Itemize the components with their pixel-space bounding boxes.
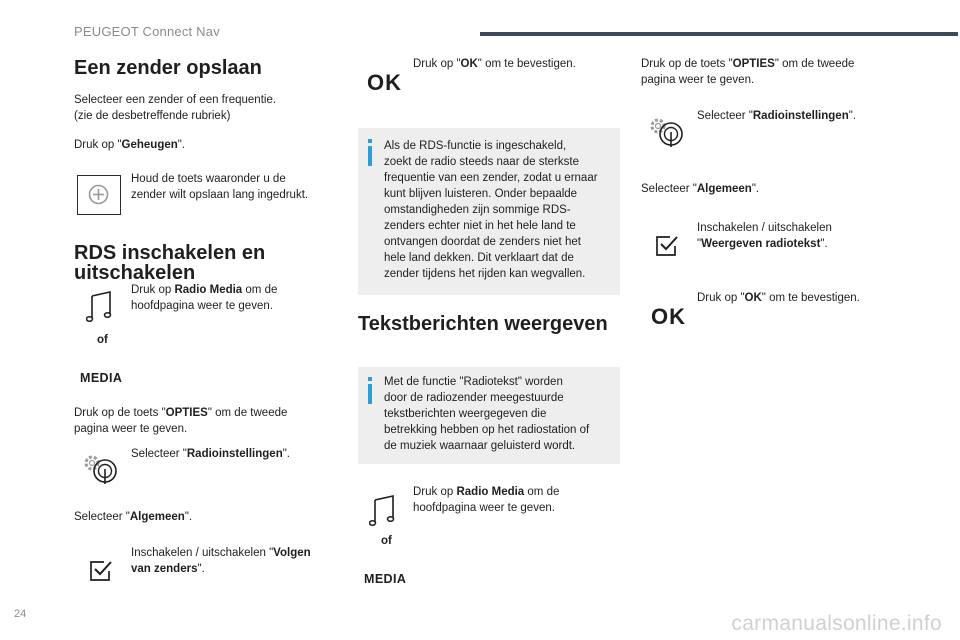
text-line: pagina weer te geven. bbox=[74, 423, 188, 435]
text-fragment: om de bbox=[242, 284, 278, 296]
bold-label-opties: OPTIES bbox=[165, 407, 208, 419]
text-line: kunt blijven luisteren. Onder bepaalde bbox=[384, 188, 578, 200]
instruction-press-ok bbox=[697, 290, 860, 306]
watermark: carmanualsonline.info bbox=[731, 612, 942, 635]
bold-label-geheugen: Geheugen bbox=[121, 139, 178, 151]
text-fragment: Druk op bbox=[413, 486, 457, 498]
bold-label-radioinstellingen: Radioinstellingen bbox=[186, 448, 283, 460]
text-line: hele land dekken. Dit verklaart dat de bbox=[384, 252, 574, 264]
text-line: zender tijdens het rijden kan wegvallen. bbox=[384, 268, 586, 280]
text-line bbox=[413, 484, 559, 500]
text-fragment: Selecteer " bbox=[131, 448, 187, 460]
instruction-follow-stations bbox=[131, 545, 311, 577]
bold-label-algemeen: Algemeen bbox=[696, 183, 752, 195]
instruction-general bbox=[641, 181, 759, 197]
ok-key-label: OK bbox=[651, 304, 686, 329]
text-line: ontvangen doordat de zenders niet het bbox=[384, 236, 581, 248]
instruction-select-station bbox=[74, 92, 276, 124]
media-key-label: MEDIA bbox=[80, 371, 123, 385]
text-line bbox=[641, 56, 854, 72]
info-icon-bar bbox=[368, 384, 372, 404]
text-line bbox=[131, 545, 311, 561]
instruction-radio-media bbox=[413, 484, 559, 516]
info-note-radiotext bbox=[358, 367, 620, 464]
text-fragment: om de bbox=[524, 486, 560, 498]
text-fragment: " om te bevestigen. bbox=[477, 58, 576, 70]
text-fragment: " om de tweede bbox=[207, 407, 288, 419]
info-icon-dot bbox=[368, 139, 372, 143]
ok-key-label: OK bbox=[367, 70, 402, 95]
text-fragment: ". bbox=[282, 448, 290, 460]
plus-key-icon bbox=[77, 175, 121, 215]
text-line: zoekt de radio steeds naar de sterkste bbox=[384, 156, 579, 168]
text-fragment: Druk op " bbox=[697, 292, 745, 304]
text-line: pagina weer te geven. bbox=[641, 74, 755, 86]
instruction-press-memory bbox=[74, 137, 185, 153]
bold-label-volgen: Volgen bbox=[273, 547, 311, 559]
section-title-rds bbox=[74, 243, 265, 283]
instruction-press-ok bbox=[413, 56, 576, 72]
bold-label-radioinstellingen: Radioinstellingen bbox=[752, 110, 849, 122]
text-line: frequentie van een zender, zodat u ernaar bbox=[384, 172, 598, 184]
bold-label-radio-media: Radio Media bbox=[456, 486, 525, 498]
bold-label-radio-media: Radio Media bbox=[174, 284, 243, 296]
text-line: Selecteer een zender of een frequentie. bbox=[74, 94, 277, 106]
text-fragment: Druk op " bbox=[74, 139, 122, 151]
text-fragment: ". bbox=[177, 139, 186, 151]
bold-label-van-zenders: van zenders bbox=[131, 563, 198, 575]
header-rule bbox=[480, 32, 958, 36]
text-fragment: Inschakelen / uitschakelen " bbox=[131, 547, 274, 559]
bold-label-weergeven-radiotekst: Weergeven radiotekst bbox=[701, 238, 821, 250]
instruction-show-radiotext bbox=[697, 220, 832, 252]
instruction-radio-settings bbox=[131, 446, 290, 462]
text-line: Met de functie "Radiotekst" worden bbox=[384, 376, 563, 388]
text-fragment: Selecteer " bbox=[74, 511, 130, 523]
text-line: tekstberichten weergegeven die bbox=[384, 408, 547, 420]
text-line bbox=[131, 561, 311, 577]
text-fragment: ". bbox=[751, 183, 760, 195]
instruction-options bbox=[641, 56, 854, 88]
note-text bbox=[384, 374, 589, 454]
text-fragment: " om de tweede bbox=[774, 58, 855, 70]
bold-label-algemeen: Algemeen bbox=[129, 511, 185, 523]
radio-settings-icon bbox=[648, 115, 686, 156]
radio-settings-icon bbox=[82, 452, 120, 493]
text-fragment: " bbox=[697, 238, 702, 250]
section-title-text-messages: Tekstberichten weergeven bbox=[358, 313, 608, 335]
note-text bbox=[384, 138, 598, 282]
title-line: RDS inschakelen en bbox=[74, 242, 266, 264]
text-line: omstandigheden zijn sommige RDS- bbox=[384, 204, 571, 216]
info-icon-bar bbox=[368, 146, 372, 166]
section-title-save-station: Een zender opslaan bbox=[74, 57, 262, 79]
title-line: uitschakelen bbox=[74, 262, 196, 284]
media-key-label: MEDIA bbox=[364, 572, 407, 586]
info-icon-dot bbox=[368, 377, 372, 381]
checkbox-icon bbox=[655, 234, 679, 263]
text-fragment: Druk op de toets " bbox=[74, 407, 166, 419]
text-fragment: Druk op bbox=[131, 284, 175, 296]
instruction-general bbox=[74, 509, 192, 525]
instruction-radio-media bbox=[131, 282, 277, 314]
bold-label-ok: OK bbox=[460, 58, 478, 70]
instruction-hold-key bbox=[131, 171, 308, 203]
text-line: Als de RDS-functie is ingeschakeld, bbox=[384, 140, 567, 152]
text-fragment: ". bbox=[184, 511, 193, 523]
text-fragment: Selecteer " bbox=[697, 110, 753, 122]
text-line bbox=[74, 405, 287, 421]
text-fragment: " om te bevestigen. bbox=[761, 292, 860, 304]
music-note-icon bbox=[369, 494, 397, 533]
text-fragment: Druk op " bbox=[413, 58, 461, 70]
text-line bbox=[131, 282, 277, 298]
text-line bbox=[697, 236, 832, 252]
text-fragment: Druk op de toets " bbox=[641, 58, 733, 70]
text-fragment: ". bbox=[197, 563, 205, 575]
or-label: of bbox=[381, 535, 392, 547]
text-fragment: Selecteer " bbox=[641, 183, 697, 195]
bold-label-ok: OK bbox=[744, 292, 762, 304]
instruction-radio-settings bbox=[697, 108, 856, 124]
running-header: PEUGEOT Connect Nav bbox=[74, 24, 220, 39]
text-line: hoofdpagina weer te geven. bbox=[131, 300, 273, 312]
text-line: Inschakelen / uitschakelen bbox=[697, 222, 832, 234]
page-number: 24 bbox=[14, 608, 27, 620]
bold-label-opties: OPTIES bbox=[732, 58, 775, 70]
text-line: (zie de desbetreffende rubriek) bbox=[74, 110, 231, 122]
info-note-rds bbox=[358, 128, 620, 295]
text-fragment: ". bbox=[820, 238, 828, 250]
text-line: betrekking hebben op het radiostation of bbox=[384, 424, 590, 436]
text-line: zenders echter niet in het hele land te bbox=[384, 220, 576, 232]
text-line: zender wilt opslaan lang ingedrukt. bbox=[131, 189, 309, 201]
or-label: of bbox=[97, 334, 108, 346]
music-note-icon bbox=[86, 290, 114, 329]
checkbox-icon bbox=[89, 559, 113, 588]
text-line: de muziek waarnaar geluisterd wordt. bbox=[384, 440, 576, 452]
text-line: Houd de toets waaronder u de bbox=[131, 173, 286, 185]
text-line: hoofdpagina weer te geven. bbox=[413, 502, 555, 514]
text-line: door de radiozender meegestuurde bbox=[384, 392, 564, 404]
instruction-options bbox=[74, 405, 287, 437]
text-fragment: ". bbox=[848, 110, 856, 122]
